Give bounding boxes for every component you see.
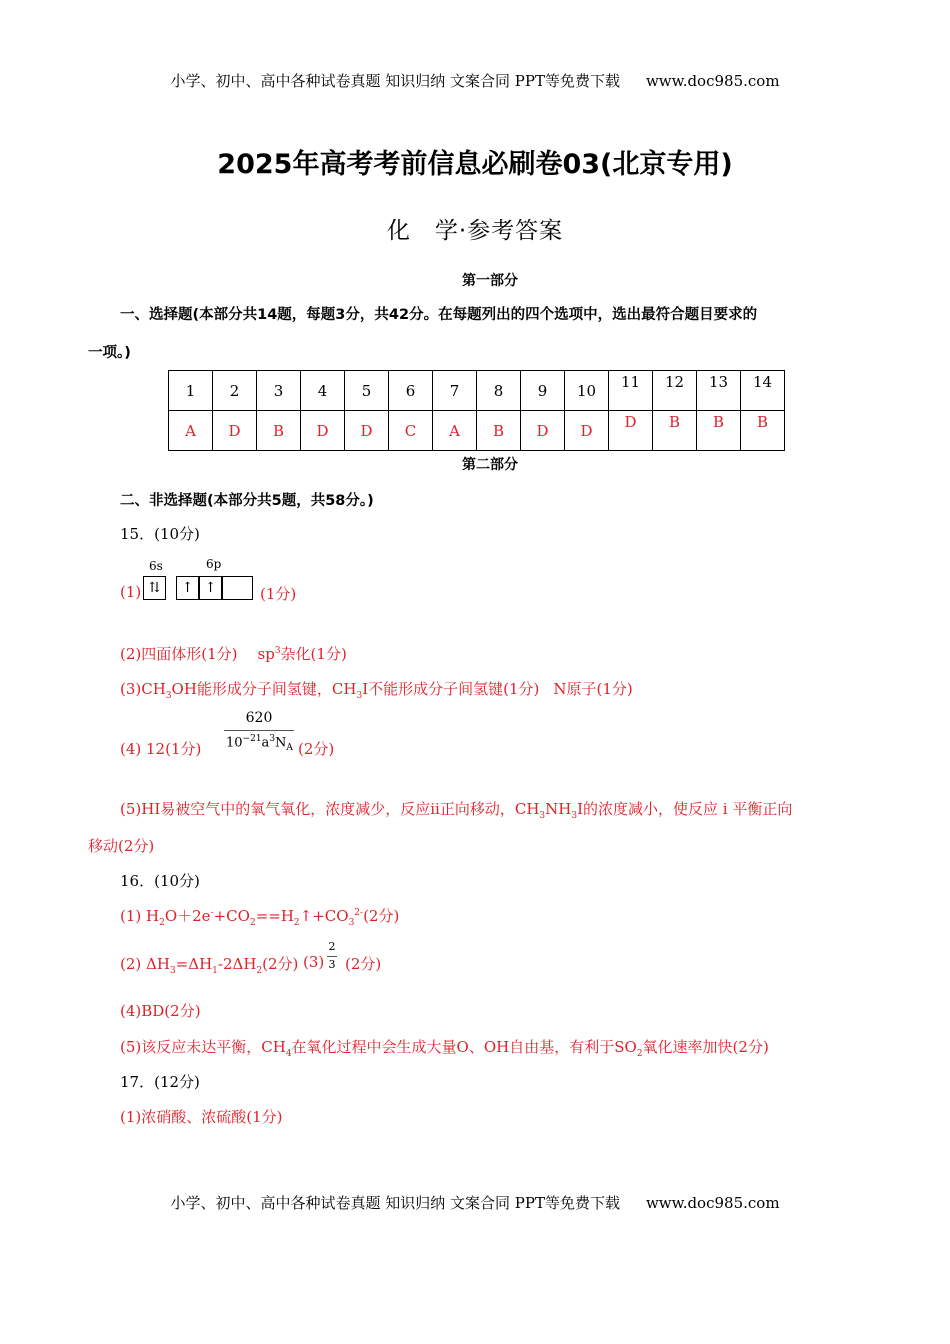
question-number: 4 [301, 371, 345, 411]
q17-part1: (1)浓硝酸、浓硫酸(1分) [120, 1108, 283, 1126]
answer-choice: D [521, 411, 565, 451]
den-part: 10 [226, 735, 243, 751]
answer-choice-row [169, 411, 785, 451]
question-number: 9 [521, 371, 565, 411]
answer-choice: D [213, 411, 257, 451]
part-one-heading: 第一部分 [462, 273, 518, 289]
answer-choice: D [301, 411, 345, 451]
answer-choice: D [345, 411, 389, 451]
q15-part5-sub: 3 [571, 811, 578, 821]
question-number: 5 [345, 371, 389, 411]
q15-part3-text: (3)CH [120, 680, 166, 698]
question-number: 14 [741, 371, 785, 411]
up-down-spin-arrows-icon: ⇅ [148, 580, 161, 596]
answer-choice: B [477, 411, 521, 451]
q15-part2-shape: (2)四面体形(1分) [120, 645, 238, 663]
question-number: 10 [565, 371, 609, 411]
q15-part2-sp: sp [257, 645, 275, 663]
header-text: 小学、初中、高中各种试卷真题 知识归纳 文案合同 PPT等免费下载 [170, 72, 620, 90]
q16-part3-denominator: 3 [328, 958, 336, 971]
q15-part4-label: (4) 12(1分) [120, 740, 202, 758]
question-number: 2 [213, 371, 257, 411]
eq-sub: 2 [256, 966, 263, 976]
q15-part1-score: (1分) [260, 585, 297, 603]
answer-choice: A [169, 411, 213, 451]
den-sub: A [286, 742, 293, 753]
orbital-6p-label: 6p [206, 557, 222, 571]
eq-part: (2分) [363, 907, 400, 925]
answer-choice: B [653, 411, 697, 451]
question-number: 13 [697, 371, 741, 411]
answer-table [168, 370, 785, 451]
eq-part: O＋2e [164, 907, 211, 925]
answer-number-row [169, 371, 785, 411]
q15-part5-text: NH [545, 800, 572, 818]
q16-part5 [120, 1036, 769, 1059]
fraction-bar [327, 956, 337, 957]
orbital-6p-box-1 [176, 576, 199, 600]
q16-part3-score: (2分) [345, 955, 382, 973]
question-number: 6 [389, 371, 433, 411]
q15-part5-sub: 3 [539, 811, 546, 821]
orbital-6s-label: 6s [149, 559, 163, 573]
q15-part3-text: I不能形成分子间氢键(1分) [362, 680, 540, 698]
header-url[interactable]: www.doc985.com [645, 72, 780, 90]
answer-choice: A [433, 411, 477, 451]
q16-part5-text: (5)该反应未达平衡，CH [120, 1038, 286, 1056]
q16-part5-sub: 4 [285, 1049, 292, 1059]
q16-part1 [120, 905, 399, 928]
eq-part: -2ΔH [217, 955, 257, 973]
q15-part4-score: (2分) [298, 740, 335, 758]
question-number: 7 [433, 371, 477, 411]
q15-part5-line2: 移动(2分) [88, 837, 155, 855]
q16-part5-text: 在氧化过程中会生成大量O、OH自由基，有利于SO [291, 1038, 637, 1056]
q15-header: 15．(10分) [120, 525, 200, 543]
eq-part: (2) ΔH [120, 955, 170, 973]
question-number: 8 [477, 371, 521, 411]
eq-part: =ΔH [175, 955, 213, 973]
eq-sup: 2- [354, 908, 364, 918]
fraction-bar [224, 730, 294, 731]
up-arrow-icon: ↑ [204, 580, 217, 596]
footer-text: 小学、初中、高中各种试卷真题 知识归纳 文案合同 PPT等免费下载 [170, 1194, 620, 1212]
q15-part2-sup: 3 [274, 646, 281, 656]
answer-choice: D [565, 411, 609, 451]
footer-url[interactable]: www.doc985.com [645, 1194, 780, 1212]
up-arrow-icon: ↑ [181, 580, 194, 596]
eq-part: ==H [255, 907, 294, 925]
eq-sub: 3 [169, 966, 176, 976]
q15-part5-text: (5)HI易被空气中的氧气氧化，浓度减少，反应ii正向移动，CH [120, 800, 540, 818]
eq-part: ↑+CO [299, 907, 349, 925]
part-two-heading: 第二部分 [462, 457, 518, 473]
q16-part4: (4)BD(2分) [120, 1002, 201, 1020]
section-one-instructions: 一、选择题(本部分共14题，每题3分，共42分。在每题列出的四个选项中，选出最符合题目要求的 [120, 307, 758, 323]
answer-choice: B [741, 411, 785, 451]
q15-part3 [120, 678, 633, 701]
section-two-instructions: 二、非选择题(本部分共5题，共58分。) [120, 493, 374, 509]
q15-part4-numerator: 620 [245, 710, 273, 726]
q15-part2-hybrid: 杂化(1分) [280, 645, 347, 663]
orbital-6s-box [143, 576, 166, 600]
page-subtitle: 化 学·参考答案 [386, 218, 564, 244]
page-title: 2025年高考考前信息必刷卷03(北京专用) [217, 149, 733, 180]
q15-part3-sub: 3 [356, 691, 363, 701]
eq-sub: 2 [249, 918, 256, 928]
q16-part2 [120, 953, 298, 976]
q16-header: 16．(10分) [120, 872, 200, 890]
eq-part: +CO [213, 907, 250, 925]
q15-part3-text: OH能形成分子间氢键，CH [171, 680, 357, 698]
eq-part: (2分) [262, 955, 299, 973]
question-number: 1 [169, 371, 213, 411]
q15-part3-sub: 3 [165, 691, 172, 701]
q15-part2 [120, 643, 347, 664]
answer-choice: B [697, 411, 741, 451]
page-header [0, 70, 950, 91]
page-footer [0, 1192, 950, 1213]
eq-sub: 3 [348, 918, 355, 928]
q16-part3-numerator: 2 [328, 940, 336, 953]
answer-choice: C [389, 411, 433, 451]
orbital-6p-box-2 [199, 576, 222, 600]
q15-part5-line1 [120, 798, 792, 821]
orbital-6p-box-3 [222, 576, 253, 600]
answer-choice: D [609, 411, 653, 451]
question-number: 3 [257, 371, 301, 411]
q17-header: 17．(12分) [120, 1073, 200, 1091]
q16-part5-sub: 2 [636, 1049, 643, 1059]
q15-part5-text: I的浓度减小，使反应 i 平衡正向 [577, 800, 793, 818]
eq-sup: - [210, 908, 214, 918]
den-part: N [275, 735, 287, 751]
den-exp: −21 [242, 734, 262, 744]
q15-part3-n-atom: N原子(1分) [553, 680, 633, 698]
q16-part3-label: (3) [303, 953, 325, 971]
eq-sub: 2 [293, 918, 300, 928]
section-one-instructions-cont: 一项。) [88, 345, 131, 361]
question-number: 12 [653, 371, 697, 411]
question-number: 11 [609, 371, 653, 411]
answer-choice: B [257, 411, 301, 451]
eq-sub: 2 [159, 918, 165, 928]
q15-part4-denominator [226, 734, 293, 753]
eq-part: (1) H [120, 907, 160, 925]
q15-part1-label: (1) [120, 583, 142, 601]
den-exp: 3 [269, 734, 276, 744]
eq-sub: 1 [212, 966, 218, 976]
den-part: a [261, 735, 270, 751]
q16-part5-text: 氧化速率加快(2分) [642, 1038, 769, 1056]
